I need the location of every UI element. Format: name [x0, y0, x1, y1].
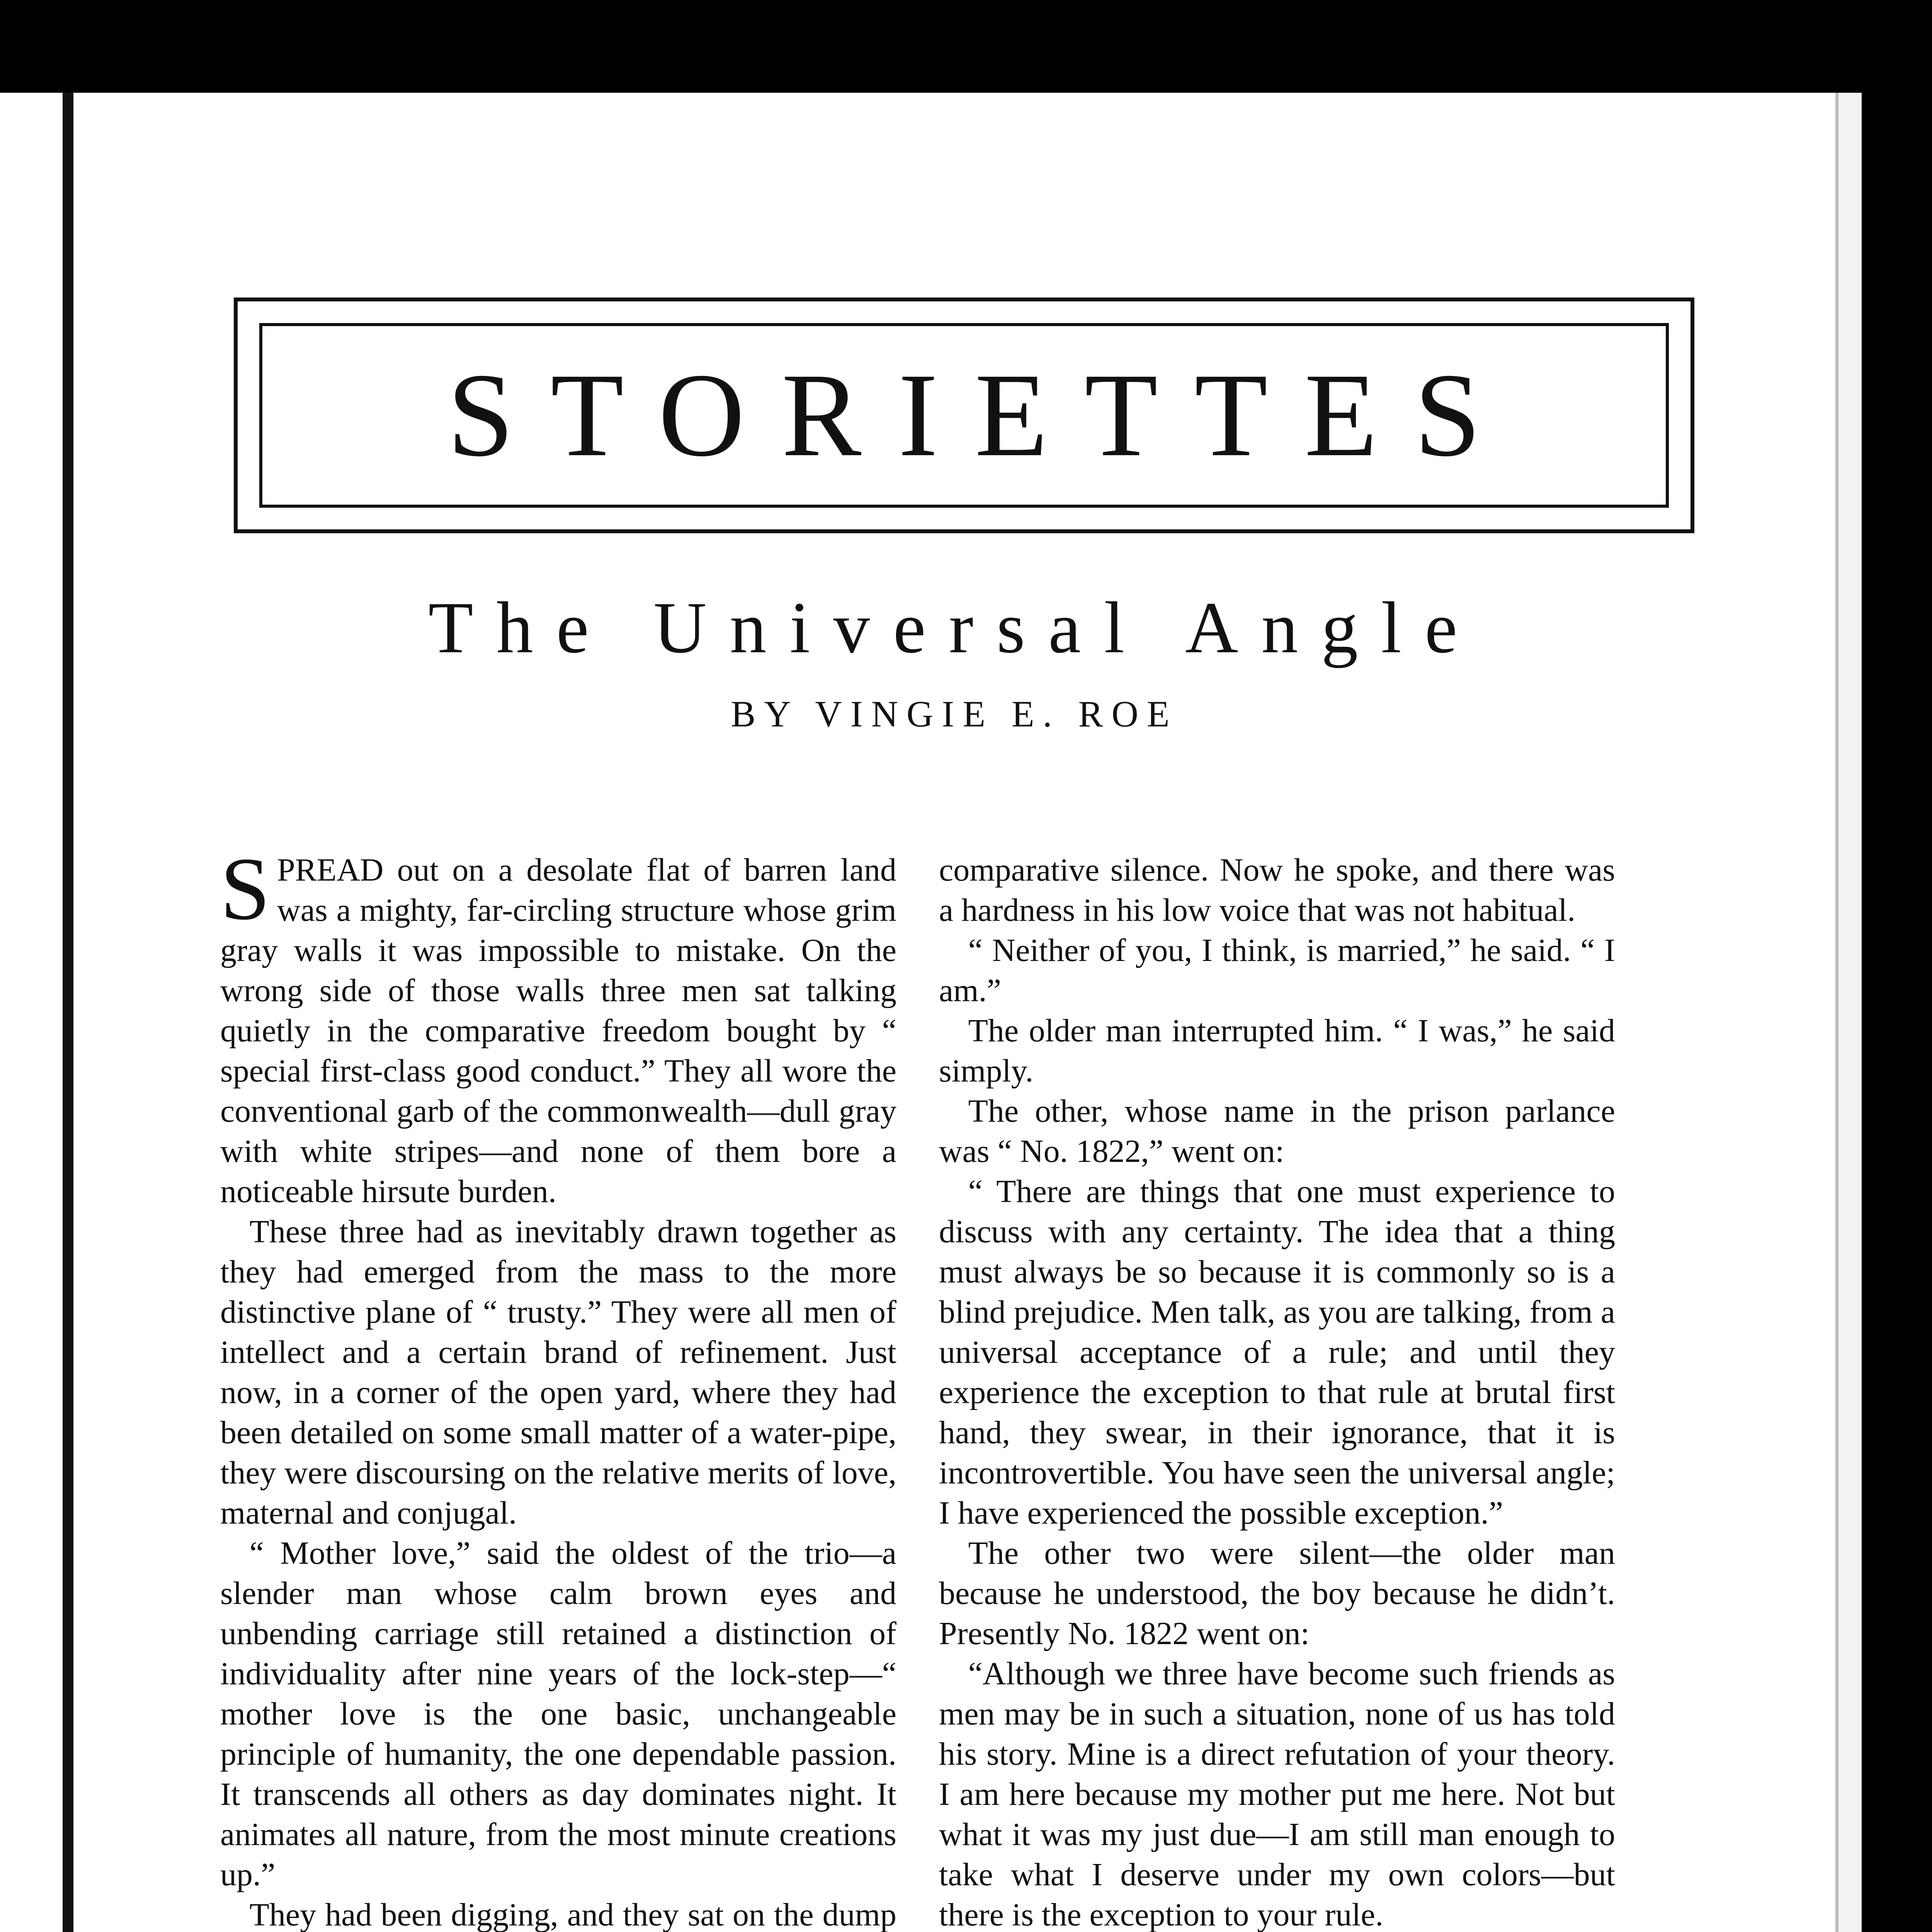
paragraph: The other, whose name in the prison parlance was “ No. 1822,” went on:: [939, 1093, 1615, 1169]
paragraph: They had been digging, and they sat on the dump: [249, 1897, 896, 1932]
paragraph: comparative silence. Now he spoke, and there was a hardness in his low voice that was not habitual.: [939, 852, 1615, 928]
section-title: STORIETTES: [447, 349, 1518, 481]
section-header-inner-frame: [259, 323, 1669, 508]
drop-cap: S: [220, 839, 270, 939]
paragraph: “Although we three have become such friends as men may be in such a situation, none of us has told his story. Mine is a direct refutation of your theory. I am here because my mother put me here. Not but what it was my just due—I am still man enough to take what I deserve under my own colors—but there is the exception to your rule.: [939, 1656, 1615, 1932]
magazine-page: [73, 93, 1835, 1932]
paragraph: The other two were silent—the older man because he understood, the boy because he didn’t. Presently No. 1822 went on:: [939, 1535, 1615, 1651]
page-binding-edge: [1835, 93, 1862, 1932]
right-text-column: [939, 850, 1615, 1932]
paragraph: The older man interrupted him. “ I was,” he said simply.: [939, 1013, 1615, 1089]
paragraph-text: PREAD out on a desolate flat of barren land was a mighty, far-circling structure whose grim gray walls it was impossible to mistake. On the wrong side of those walls three men sat talking quietly in the comparative freedom bought by “ special first-class good conduct.” They all wore the conventional garb of the commonwealth—dull gray with white stripes—and none of them bore a noticeable hirsute burden.: [220, 852, 896, 1209]
paragraph: “ Neither of you, I think, is married,” he said. “ I am.”: [939, 932, 1615, 1009]
paragraph: “ There are things that one must experience to discuss with any certainty. The idea that a thing must always be so because it is commonly so is a blind prejudice. Men talk, as you are talking, from a universal acceptance of a rule; and until they experience the exception to that rule at brutal first hand, they swear, in their ignorance, that it is incontrovertible. You have seen the universal angle; I have experienced the possible exception.”: [939, 1173, 1615, 1531]
paragraph: [220, 839, 896, 1212]
story-title: The Universal Angle: [428, 587, 1481, 668]
paragraph: “ Mother love,” said the oldest of the trio—a slender man whose calm brown eyes and unbending carriage still retained a distinction of individuality after nine years of the lock-step—“ mother love is the one basic, unchangeable principle of humanity, the one dependable passion. It transcends all others as day dominates night. It animates all nature, from the most minute creations up.”: [220, 1535, 896, 1893]
facing-page-edge: [0, 93, 73, 1932]
story-byline: BY VINGIE E. ROE: [731, 693, 1178, 735]
left-text-column: [220, 839, 896, 1932]
paragraph: These three had as inevitably drawn together as they had emerged from the mass to the more distinctive plane of “ trusty.” They were all men of intellect and a certain brand of refinement. Just now, in a corner of the open yard, where they had been detailed on some small matter of a water-pipe, they were discoursing on the relative merits of love, maternal and conjugal.: [220, 1214, 896, 1531]
section-header-frame: [234, 298, 1694, 533]
